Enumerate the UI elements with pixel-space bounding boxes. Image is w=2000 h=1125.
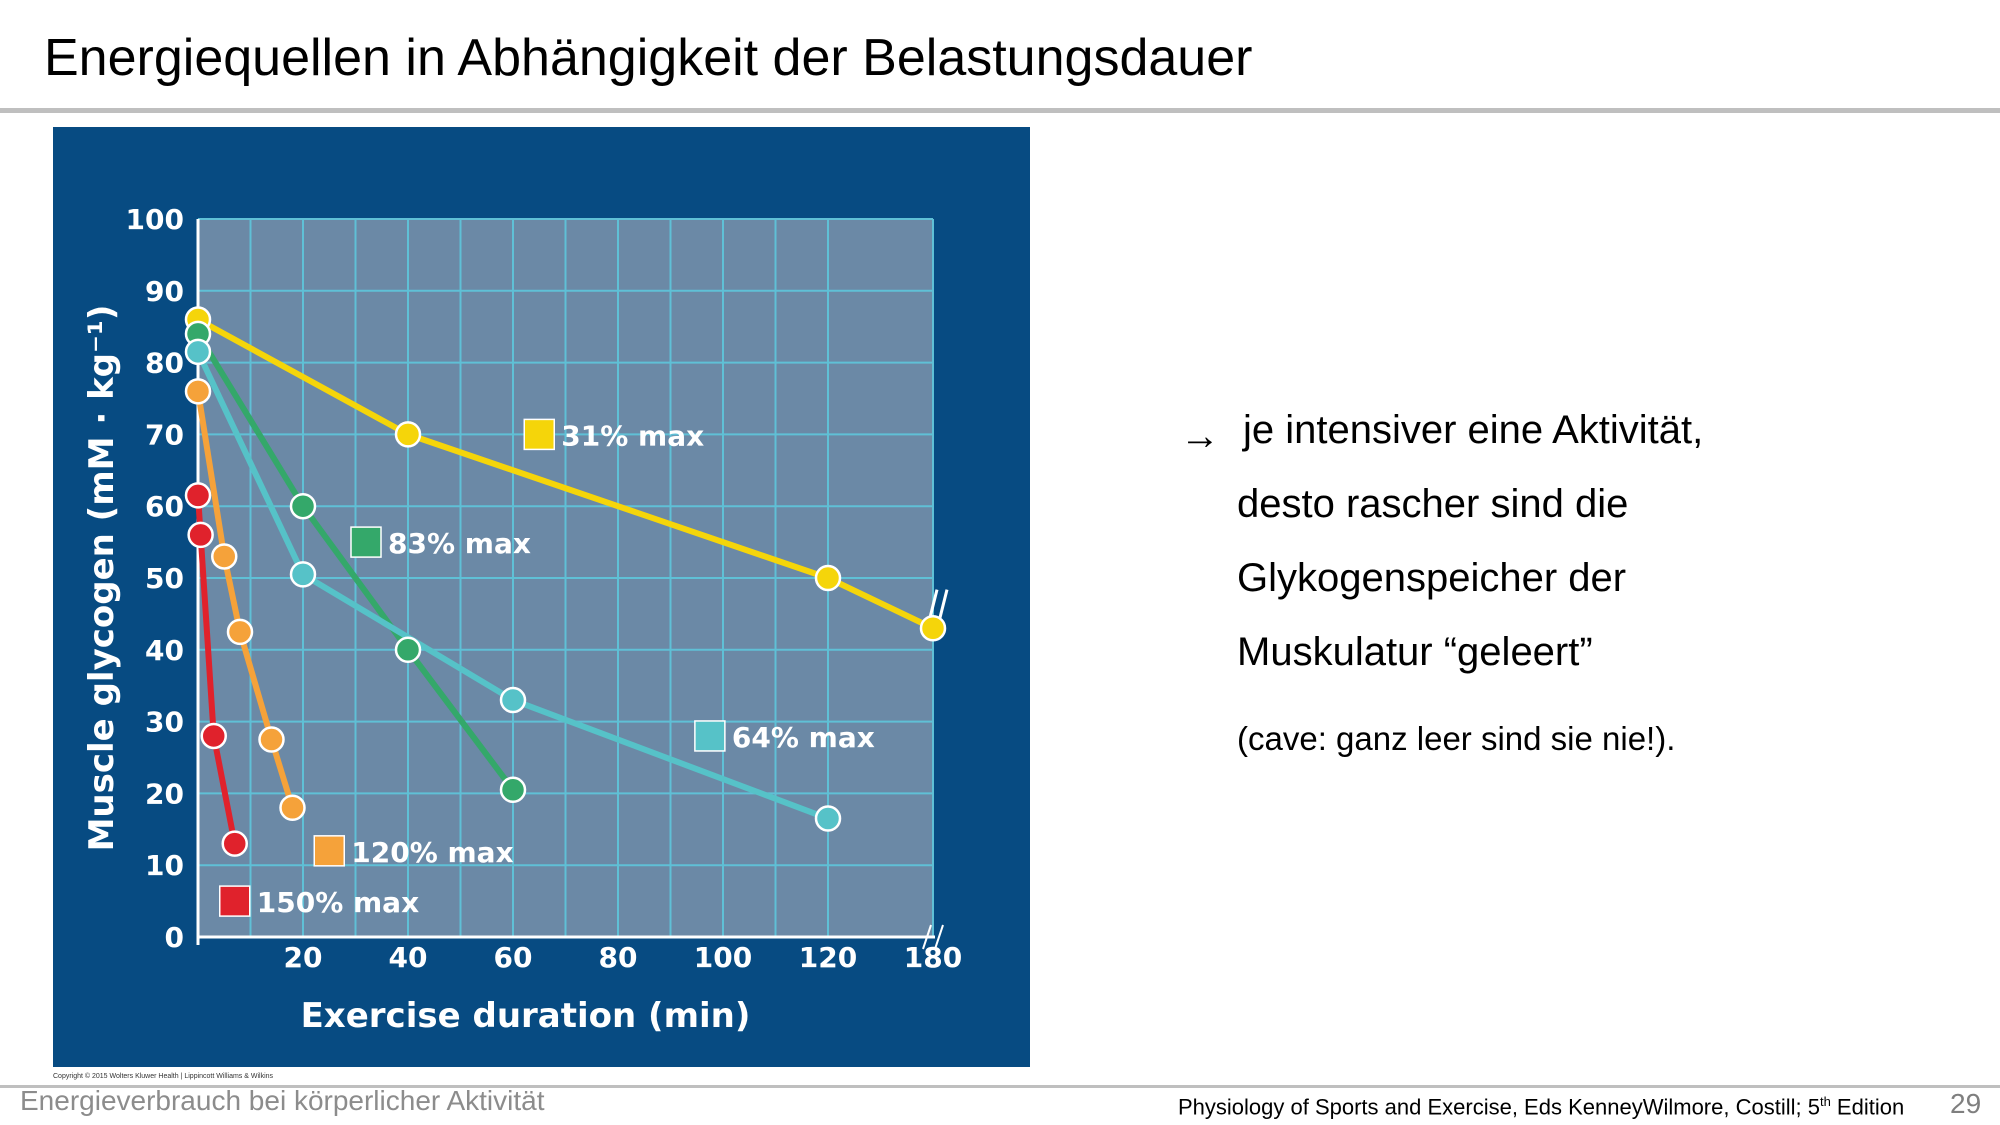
slide-title: Energiequellen in Abhängigkeit der Belastungsdauer bbox=[44, 29, 1253, 87]
legend-swatch bbox=[524, 419, 554, 449]
footer-source-end: Edition bbox=[1830, 1094, 1905, 1120]
data-point bbox=[228, 620, 252, 644]
data-point bbox=[291, 494, 315, 518]
legend-swatch bbox=[314, 836, 344, 866]
x-axis-title: Exercise duration (min) bbox=[300, 996, 751, 1036]
bullet-line-1: je intensiver eine Aktivität, bbox=[1243, 408, 1704, 452]
x-tick-label: 40 bbox=[388, 941, 428, 974]
chart-canvas bbox=[53, 127, 1030, 1067]
bullet-line-4: Muskulatur “geleert” bbox=[1237, 630, 1593, 674]
bullet-line-2: desto rascher sind die bbox=[1237, 482, 1629, 526]
bullet-line-3: Glykogenspeicher der bbox=[1237, 556, 1627, 600]
data-point bbox=[816, 566, 840, 590]
y-tick-label: 80 bbox=[145, 346, 184, 380]
data-point bbox=[291, 562, 315, 586]
chart-copyright: Copyright © 2015 Wolters Kluwer Health | Lippincott Williams & Wilkins bbox=[53, 1073, 274, 1080]
legend-label: 64% max bbox=[731, 720, 875, 754]
footer-topic: Energieverbrauch bei körperlicher Aktivität bbox=[20, 1085, 545, 1116]
y-tick-label: 90 bbox=[145, 274, 184, 308]
data-point bbox=[189, 523, 213, 547]
data-point bbox=[186, 340, 210, 364]
data-point bbox=[186, 379, 210, 403]
y-axis-title: Muscle glycogen (mM · kg⁻¹) bbox=[82, 304, 122, 852]
data-point bbox=[212, 544, 236, 568]
data-point bbox=[260, 728, 284, 752]
legend-swatch bbox=[220, 886, 250, 916]
series-break-mark bbox=[939, 590, 947, 622]
bullet-line-5: (cave: ganz leer sind sie nie!). bbox=[1237, 720, 1676, 757]
legend-label: 150% max bbox=[256, 886, 420, 920]
x-tick-label: 80 bbox=[598, 941, 638, 974]
footer-source-sup: th bbox=[1819, 1094, 1831, 1109]
data-point bbox=[501, 778, 525, 802]
data-point bbox=[501, 688, 525, 712]
x-tick-label: 120 bbox=[798, 941, 858, 974]
arrow-icon: → bbox=[1180, 414, 1220, 458]
page-number: 29 bbox=[1950, 1088, 1982, 1119]
y-tick-label: 10 bbox=[145, 849, 184, 883]
data-point bbox=[816, 807, 840, 831]
data-point bbox=[281, 796, 305, 820]
data-point bbox=[202, 724, 226, 748]
y-tick-label: 70 bbox=[145, 418, 184, 452]
y-tick-label: 0 bbox=[164, 921, 184, 954]
y-tick-label: 50 bbox=[145, 562, 184, 595]
y-tick-label: 20 bbox=[145, 777, 184, 811]
x-tick-label: 60 bbox=[493, 941, 533, 974]
legend-label: 83% max bbox=[388, 527, 531, 561]
glycogen-chart bbox=[53, 127, 1030, 1067]
footer-source bbox=[1178, 1094, 1904, 1120]
data-point bbox=[396, 638, 420, 662]
title-divider bbox=[0, 108, 2000, 113]
data-point bbox=[396, 422, 420, 446]
footer-source-main: Physiology of Sports and Exercise, Eds KenneyWilmore, Costill; 5 bbox=[1178, 1094, 1820, 1120]
x-tick-label: 100 bbox=[693, 941, 753, 974]
y-tick-label: 40 bbox=[145, 633, 184, 667]
x-tick-label: 20 bbox=[283, 941, 323, 974]
legend-label: 120% max bbox=[351, 835, 514, 869]
y-tick-label: 30 bbox=[145, 705, 184, 739]
y-tick-label: 100 bbox=[125, 203, 184, 236]
data-point bbox=[223, 832, 247, 856]
data-point bbox=[186, 483, 210, 507]
legend-swatch bbox=[695, 721, 725, 751]
data-point bbox=[921, 616, 945, 640]
legend-swatch bbox=[351, 527, 381, 557]
y-tick-label: 60 bbox=[145, 490, 184, 524]
legend-label: 31% max bbox=[561, 419, 705, 453]
x-tick-label: 180 bbox=[903, 941, 963, 974]
